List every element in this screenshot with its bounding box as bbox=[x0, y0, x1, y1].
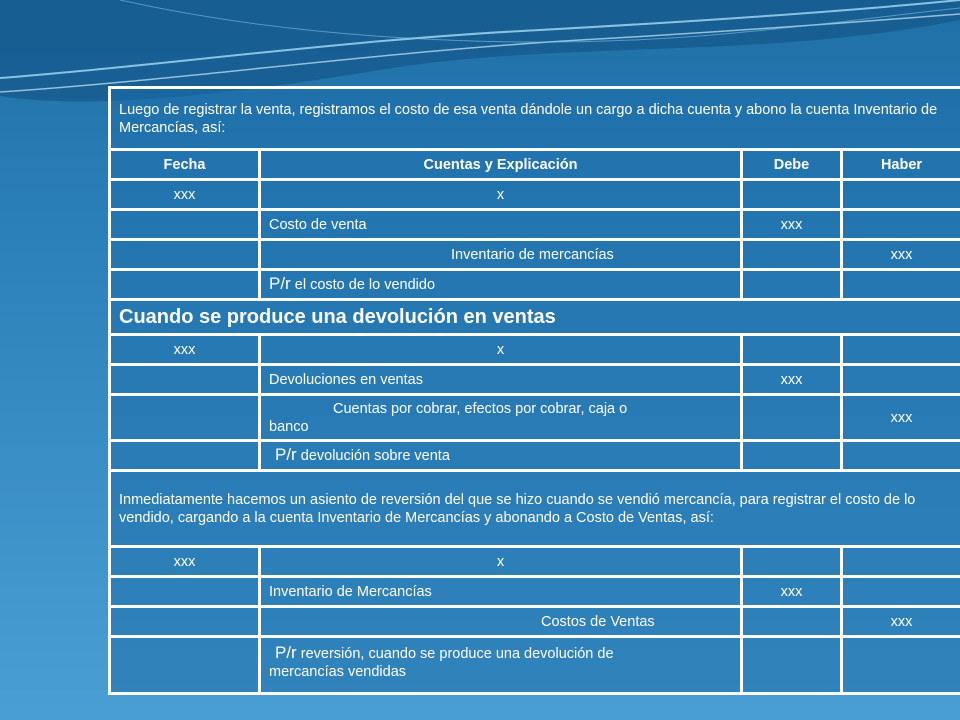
entry-date: xxx bbox=[110, 180, 260, 210]
pr-text-line1: reversión, cuando se produce una devolución de bbox=[296, 646, 614, 662]
credit-account bbox=[260, 395, 742, 441]
credit-account-line2: banco bbox=[269, 418, 309, 435]
entry-date: xxx bbox=[110, 547, 260, 577]
credit-account: Inventario de mercancías bbox=[260, 240, 742, 270]
table-row bbox=[110, 607, 960, 637]
debit-amount: xxx bbox=[742, 365, 842, 395]
table-row bbox=[110, 365, 960, 395]
table-header-row bbox=[110, 150, 960, 180]
table-row bbox=[110, 180, 960, 210]
credit-amount: xxx bbox=[842, 607, 960, 637]
pr-prefix: P/r bbox=[275, 445, 297, 464]
credit-amount: xxx bbox=[842, 240, 960, 270]
intro-paragraph-row bbox=[110, 88, 960, 150]
table-row bbox=[110, 547, 960, 577]
credit-account-line1: Cuentas por cobrar, efectos por cobrar, caja o bbox=[333, 400, 628, 417]
table-row bbox=[110, 335, 960, 365]
debit-amount: xxx bbox=[742, 577, 842, 607]
pr-prefix: P/r bbox=[269, 274, 291, 293]
reversal-paragraph: Inmediatamente hacemos un asiento de reversión del que se hizo cuando se vendió mercancía, para registrar el costo de lo vendido, cargando a la cuenta Inventario de Mercancías y abonando a Costo de Ventas, así: bbox=[110, 471, 960, 547]
header-cuentas: Cuentas y Explicación bbox=[260, 150, 742, 180]
header-fecha: Fecha bbox=[110, 150, 260, 180]
credit-amount: xxx bbox=[842, 395, 960, 441]
journal-entries-table bbox=[108, 86, 960, 695]
header-haber: Haber bbox=[842, 150, 960, 180]
section-heading: Cuando se produce una devolución en ventas bbox=[110, 300, 960, 335]
table-row bbox=[110, 270, 960, 300]
reversal-paragraph-row bbox=[110, 471, 960, 547]
credit-account: Costos de Ventas bbox=[260, 607, 742, 637]
explanation-cell bbox=[260, 637, 742, 694]
entry-x: x bbox=[260, 547, 742, 577]
header-debe: Debe bbox=[742, 150, 842, 180]
debit-account: Costo de venta bbox=[260, 210, 742, 240]
table-row bbox=[110, 240, 960, 270]
table-row bbox=[110, 441, 960, 471]
pr-text: el costo de lo vendido bbox=[290, 277, 436, 293]
explanation-cell bbox=[260, 270, 742, 300]
pr-prefix: P/r bbox=[275, 643, 297, 662]
section-heading-row bbox=[110, 300, 960, 335]
table-row bbox=[110, 395, 960, 441]
table-row bbox=[110, 577, 960, 607]
explanation-cell bbox=[260, 441, 742, 471]
debit-amount: xxx bbox=[742, 210, 842, 240]
debit-account: Inventario de Mercancías bbox=[260, 577, 742, 607]
pr-text-line2: mercancías vendidas bbox=[269, 664, 407, 680]
entry-x: x bbox=[260, 335, 742, 365]
intro-paragraph: Luego de registrar la venta, registramos el costo de esa venta dándole un cargo a dicha cuenta y abono la cuenta Inventario de Mercancías, así: bbox=[110, 88, 960, 150]
entry-x: x bbox=[260, 180, 742, 210]
debit-account: Devoluciones en ventas bbox=[260, 365, 742, 395]
entry-date: xxx bbox=[110, 335, 260, 365]
table-row bbox=[110, 637, 960, 694]
pr-text: devolución sobre venta bbox=[296, 448, 450, 464]
table-row bbox=[110, 210, 960, 240]
